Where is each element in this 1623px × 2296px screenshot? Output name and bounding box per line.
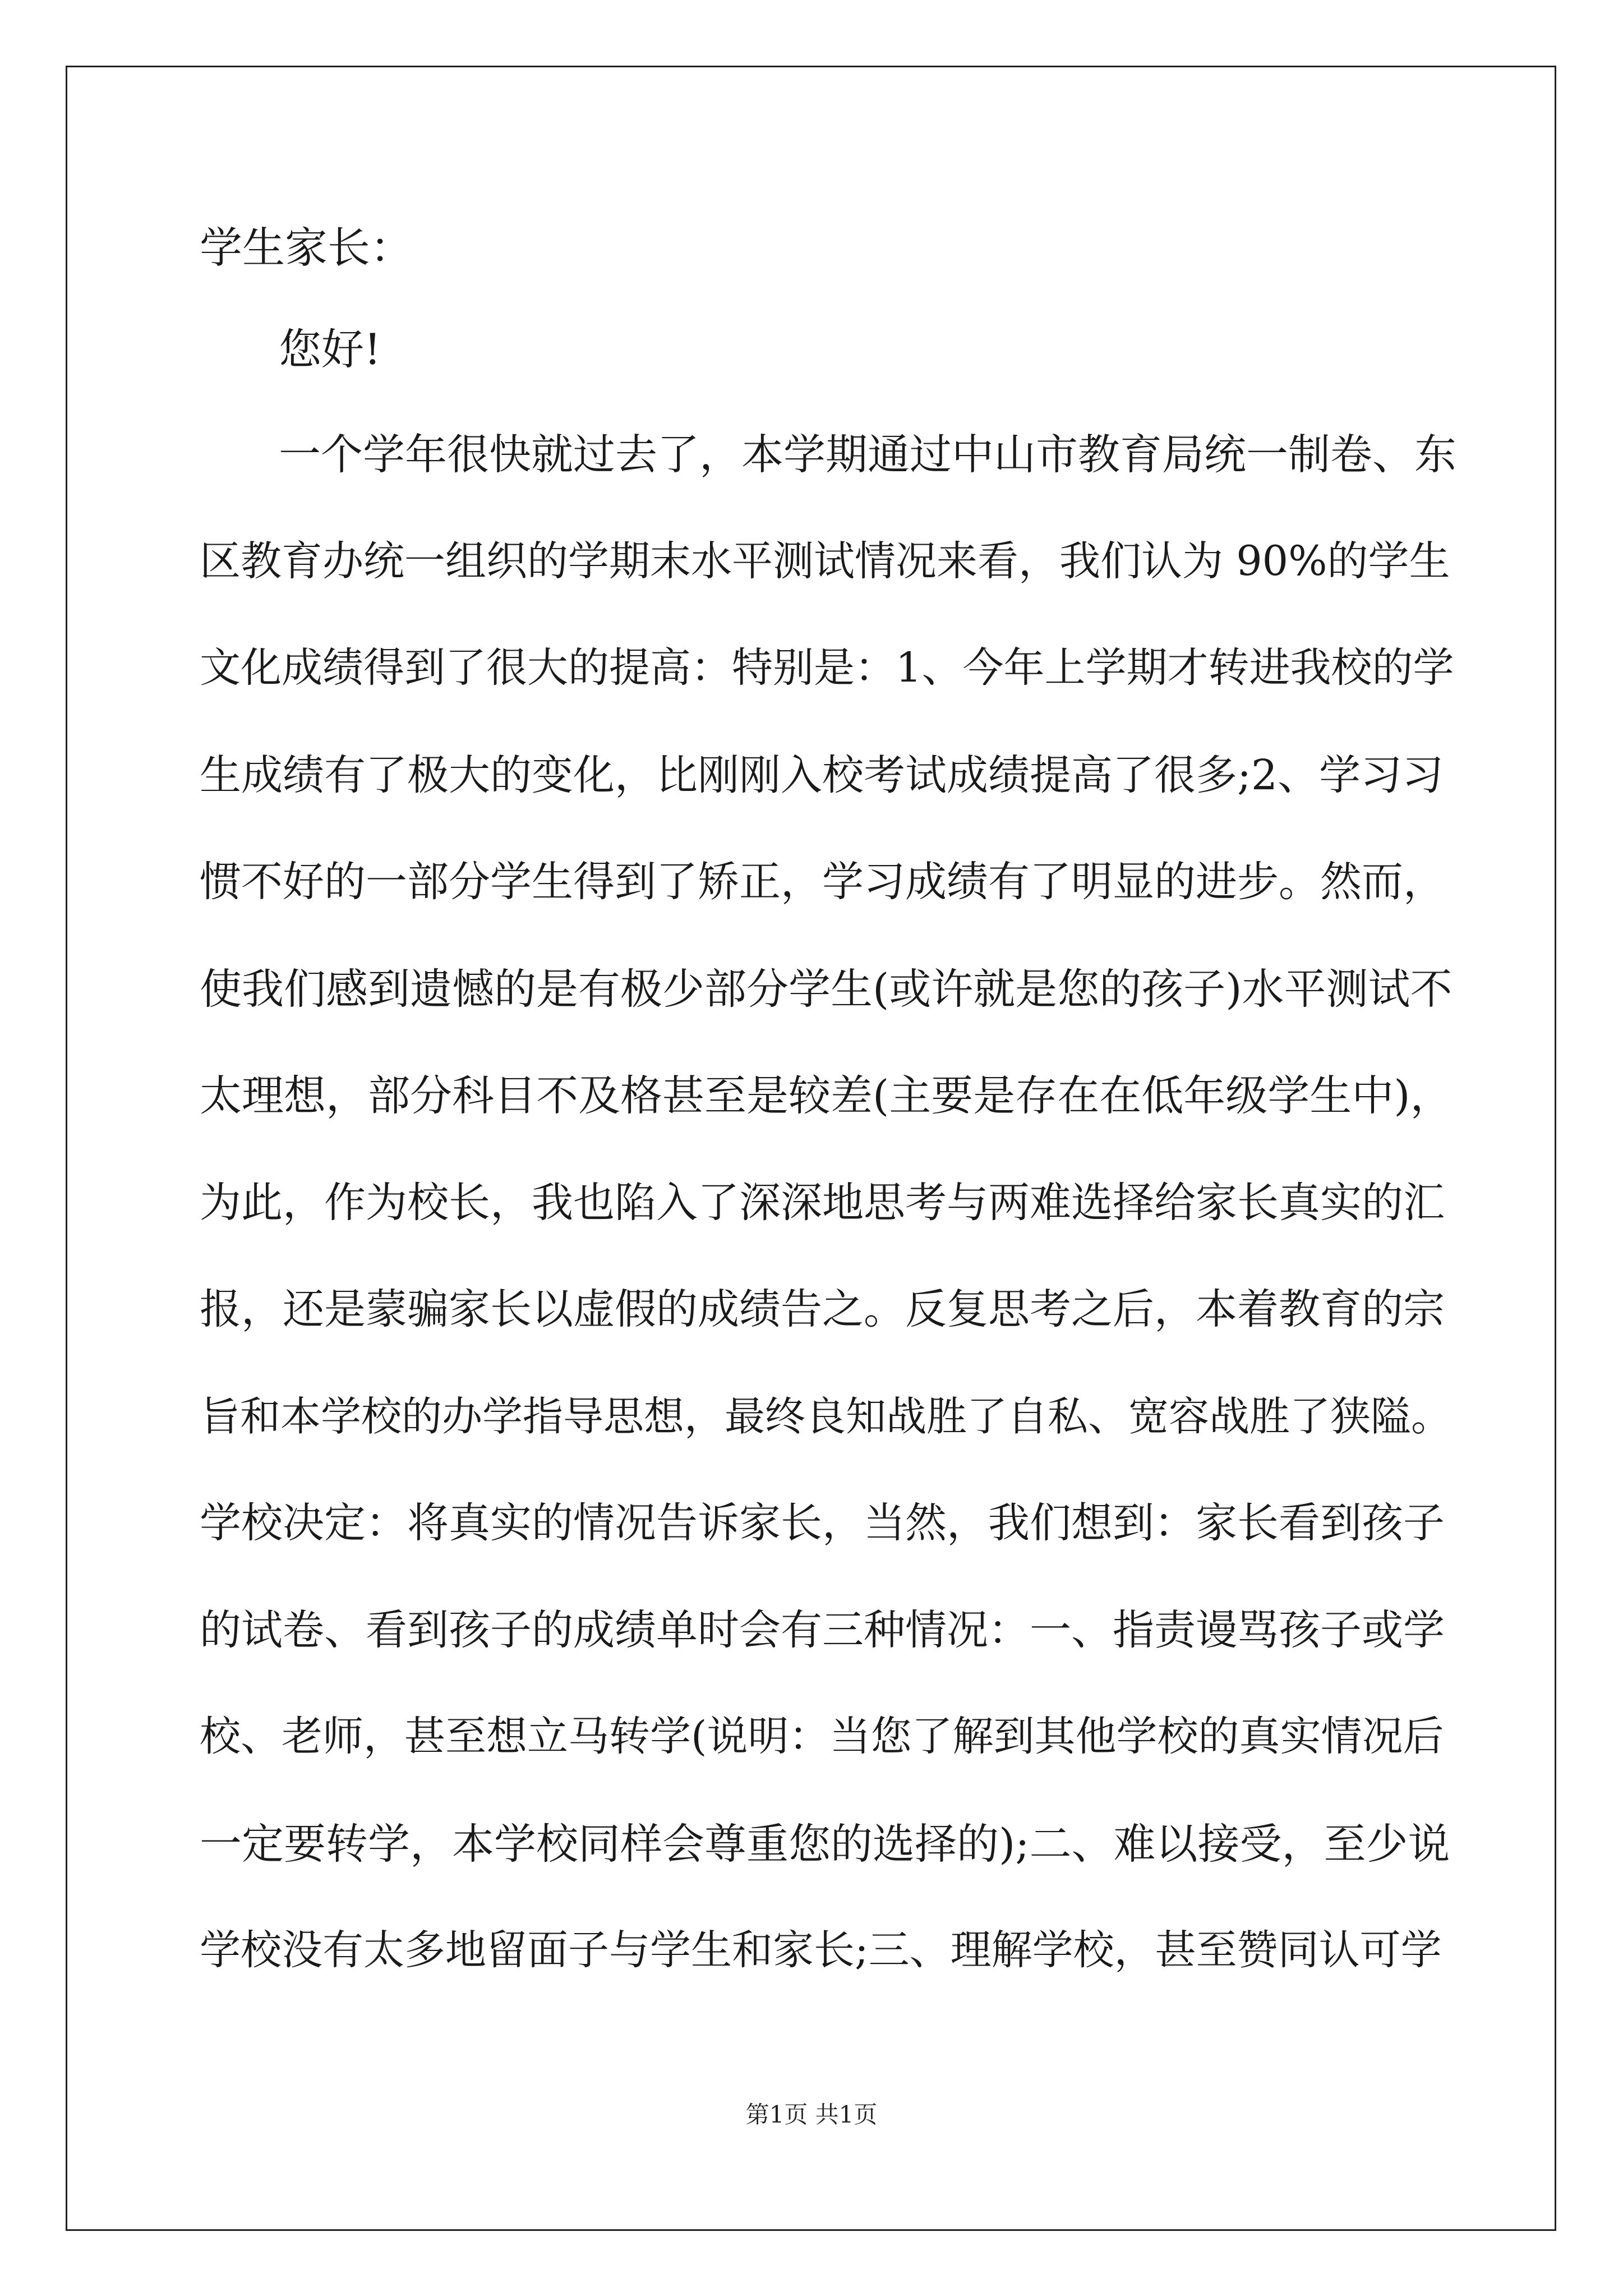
letter-line: 区教育办统一组织的学期末水平测试情况来看，我们认为 90%的学生 xyxy=(200,537,1450,585)
letter-line: 文化成绩得到了很大的提高：特别是：1、今年上学期才转进我校的学 xyxy=(200,644,1454,692)
letter-line: 使我们感到遗憾的是有极少部分学生(或许就是您的孩子)水平测试不 xyxy=(200,964,1453,1014)
letter-line: 一个学年很快就过去了，本学期通过中山市教育局统一制卷、东 xyxy=(279,430,1457,479)
letter-line: 为此，作为校长，我也陷入了深深地思考与两难选择给家长真实的汇 xyxy=(200,1179,1445,1227)
letter-line: 太理想，部分科目不及格甚至是较差(主要是存在在低年级学生中)， xyxy=(200,1071,1453,1120)
letter-line: 学校决定：将真实的情况告诉家长，当然，我们想到：家长看到孩子 xyxy=(200,1499,1445,1547)
page-footer: 第1页 共1页 xyxy=(745,2101,878,2128)
page-border xyxy=(66,66,1556,2231)
letter-line: 一定要转学，本学校同样会尊重您的选择的);二、难以接受，至少说 xyxy=(200,1819,1450,1869)
letter-greeting: 您好! xyxy=(279,324,381,374)
letter-line: 的试卷、看到孩子的成绩单时会有三种情况：一、指责谩骂孩子或学 xyxy=(200,1606,1445,1654)
letter-line: 旨和本学校的办学指导思想，最终良知战胜了自私、宽容战胜了狭隘。 xyxy=(200,1393,1452,1440)
letter-line: 学校没有太多地留面子与学生和家长;三、理解学校，甚至赞同认可学 xyxy=(200,1926,1442,1974)
letter-line: 惯不好的一部分学生得到了矫正，学习成绩有了明显的进步。然而， xyxy=(200,858,1445,906)
letter-line: 报，还是蒙骗家长以虚假的成绩告之。反复思考之后，本着教育的宗 xyxy=(200,1285,1445,1333)
letter-line: 校、老师，甚至想立马转学(说明：当您了解到其他学校的真实情况后 xyxy=(200,1713,1444,1760)
letter-salutation: 学生家长： xyxy=(200,223,413,273)
letter-line: 生成绩有了极大的变化，比刚刚入校考试成绩提高了很多;2、学习习 xyxy=(200,751,1444,799)
